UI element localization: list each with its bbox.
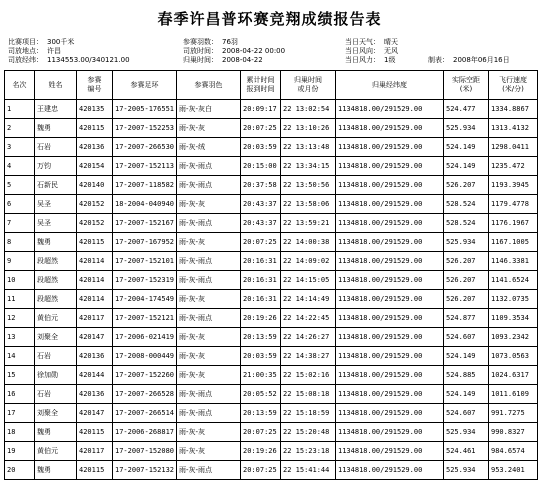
cell-ring: 18-2004-040940 xyxy=(113,195,177,214)
cell-speed: 1298.0411 xyxy=(489,138,538,157)
cell-speed: 1193.3945 xyxy=(489,176,538,195)
cell-rank: 9 xyxy=(5,252,35,271)
cell-id: 420114 xyxy=(77,252,113,271)
cell-id: 420136 xyxy=(77,347,113,366)
cell-rank: 11 xyxy=(5,290,35,309)
cell-rank: 19 xyxy=(5,442,35,461)
info-race-distance: 比赛项目： 300千米 xyxy=(8,38,75,46)
cell-speed: 1141.6524 xyxy=(489,271,538,290)
cell-ring: 17-2007-118582 xyxy=(113,176,177,195)
cell-rank: 17 xyxy=(5,404,35,423)
cell-color: 雨-灰-雨点 xyxy=(177,461,241,480)
cell-color: 雨-灰-雨点 xyxy=(177,309,241,328)
cell-color: 雨-灰-雨点 xyxy=(177,385,241,404)
cell-ring: 17-2007-152253 xyxy=(113,119,177,138)
header-name: 姓名 xyxy=(35,71,77,100)
cell-arrival: 22 13:02:54 xyxy=(281,100,336,119)
cell-elapsed: 20:16:31 xyxy=(241,252,281,271)
cell-ring: 17-2007-152101 xyxy=(113,252,177,271)
table-row xyxy=(5,271,538,290)
cell-coords: 1134818.00/291529.00 xyxy=(336,252,444,271)
info-wind-direction: 当日风向： 无风 xyxy=(345,47,398,55)
cell-id: 420136 xyxy=(77,138,113,157)
cell-elapsed: 20:13:59 xyxy=(241,404,281,423)
cell-distance: 524.149 xyxy=(444,157,489,176)
cell-distance: 525.934 xyxy=(444,233,489,252)
cell-elapsed: 20:16:31 xyxy=(241,271,281,290)
cell-ring: 17-2005-176551 xyxy=(113,100,177,119)
header-color: 参赛羽色 xyxy=(177,71,241,100)
cell-coords: 1134818.00/291529.00 xyxy=(336,119,444,138)
cell-elapsed: 20:03:59 xyxy=(241,347,281,366)
cell-ring: 17-2007-152260 xyxy=(113,366,177,385)
cell-distance: 525.934 xyxy=(444,119,489,138)
cell-ring: 17-2007-266528 xyxy=(113,385,177,404)
cell-name: 段超然 xyxy=(35,252,77,271)
table-row xyxy=(5,290,538,309)
cell-arrival: 22 14:38:27 xyxy=(281,347,336,366)
cell-coords: 1134818.00/291529.00 xyxy=(336,214,444,233)
cell-arrival: 22 13:34:15 xyxy=(281,157,336,176)
cell-id: 420147 xyxy=(77,404,113,423)
cell-id: 420152 xyxy=(77,214,113,233)
cell-coords: 1134818.00/291529.00 xyxy=(336,233,444,252)
info-entries: 参赛羽数： 76羽 xyxy=(183,38,238,46)
table-header-row xyxy=(5,71,538,100)
cell-name: 黄伯元 xyxy=(35,309,77,328)
cell-name: 魏勇 xyxy=(35,119,77,138)
cell-name: 王建忠 xyxy=(35,100,77,119)
cell-speed: 1334.8867 xyxy=(489,100,538,119)
cell-color: 雨-灰-绒 xyxy=(177,138,241,157)
cell-name: 吴圣 xyxy=(35,214,77,233)
cell-elapsed: 20:07:25 xyxy=(241,461,281,480)
cell-speed: 1073.0563 xyxy=(489,347,538,366)
cell-name: 段超然 xyxy=(35,271,77,290)
table-row xyxy=(5,347,538,366)
cell-name: 石岩 xyxy=(35,138,77,157)
cell-speed: 991.7275 xyxy=(489,404,538,423)
info-wind-force: 当日风力： 1级 xyxy=(345,56,396,64)
cell-coords: 1134818.00/291529.00 xyxy=(336,423,444,442)
cell-id: 420114 xyxy=(77,271,113,290)
cell-id: 420135 xyxy=(77,100,113,119)
table-row xyxy=(5,214,538,233)
cell-distance: 524.885 xyxy=(444,366,489,385)
cell-coords: 1134818.00/291529.00 xyxy=(336,271,444,290)
cell-id: 420115 xyxy=(77,461,113,480)
cell-arrival: 22 13:10:26 xyxy=(281,119,336,138)
cell-speed: 1179.4778 xyxy=(489,195,538,214)
table-row xyxy=(5,195,538,214)
info-weather: 当日天气： 晴天 xyxy=(345,38,398,46)
cell-arrival: 22 14:14:49 xyxy=(281,290,336,309)
cell-arrival: 22 13:50:56 xyxy=(281,176,336,195)
cell-rank: 6 xyxy=(5,195,35,214)
cell-name: 魏勇 xyxy=(35,461,77,480)
info-return-time: 归巢时间： 2008-04-22 xyxy=(183,56,263,64)
cell-coords: 1134818.00/291529.00 xyxy=(336,328,444,347)
cell-arrival: 22 15:08:18 xyxy=(281,385,336,404)
table-row xyxy=(5,366,538,385)
cell-color: 雨-灰-雨点 xyxy=(177,214,241,233)
cell-rank: 5 xyxy=(5,176,35,195)
cell-rank: 3 xyxy=(5,138,35,157)
cell-ring: 17-2007-152167 xyxy=(113,214,177,233)
table-row xyxy=(5,119,538,138)
info-release-coords: 司放经纬： 1134553.00/340121.00 xyxy=(8,56,130,64)
cell-rank: 8 xyxy=(5,233,35,252)
cell-id: 420115 xyxy=(77,233,113,252)
info-release-time: 司放时间： 2008-04-22 00:00 xyxy=(183,47,286,55)
cell-id: 420144 xyxy=(77,366,113,385)
cell-arrival: 22 14:00:38 xyxy=(281,233,336,252)
cell-rank: 2 xyxy=(5,119,35,138)
cell-elapsed: 20:03:59 xyxy=(241,138,281,157)
cell-name: 万钧 xyxy=(35,157,77,176)
cell-coords: 1134818.00/291529.00 xyxy=(336,385,444,404)
cell-coords: 1134818.00/291529.00 xyxy=(336,138,444,157)
cell-name: 刘聚全 xyxy=(35,328,77,347)
info-report-date: 制表： 2008年06月16日 xyxy=(428,56,510,64)
table-row xyxy=(5,252,538,271)
cell-elapsed: 20:07:25 xyxy=(241,233,281,252)
cell-rank: 15 xyxy=(5,366,35,385)
cell-color: 雨-灰-雨点 xyxy=(177,157,241,176)
cell-coords: 1134818.00/291529.00 xyxy=(336,404,444,423)
cell-id: 420114 xyxy=(77,290,113,309)
cell-distance: 524.461 xyxy=(444,442,489,461)
cell-arrival: 22 14:26:27 xyxy=(281,328,336,347)
cell-distance: 524.607 xyxy=(444,404,489,423)
results-table xyxy=(4,70,538,480)
cell-id: 420117 xyxy=(77,442,113,461)
cell-rank: 18 xyxy=(5,423,35,442)
cell-ring: 17-2007-152132 xyxy=(113,461,177,480)
cell-color: 雨-灰-雨点 xyxy=(177,252,241,271)
header-rank: 名次 xyxy=(5,71,35,100)
cell-coords: 1134818.00/291529.00 xyxy=(336,100,444,119)
cell-id: 420152 xyxy=(77,195,113,214)
cell-ring: 17-2006-021419 xyxy=(113,328,177,347)
cell-speed: 1146.3381 xyxy=(489,252,538,271)
table-row xyxy=(5,328,538,347)
cell-distance: 526.207 xyxy=(444,252,489,271)
cell-id: 420140 xyxy=(77,176,113,195)
cell-elapsed: 20:07:25 xyxy=(241,119,281,138)
cell-name: 石新民 xyxy=(35,176,77,195)
cell-color: 雨-灰-雨点 xyxy=(177,404,241,423)
cell-coords: 1134818.00/291529.00 xyxy=(336,366,444,385)
cell-ring: 17-2007-266530 xyxy=(113,138,177,157)
cell-color: 雨-灰-灰 xyxy=(177,119,241,138)
cell-arrival: 22 15:02:16 xyxy=(281,366,336,385)
results-body xyxy=(5,100,538,480)
cell-elapsed: 20:43:37 xyxy=(241,214,281,233)
cell-coords: 1134818.00/291529.00 xyxy=(336,157,444,176)
table-row xyxy=(5,100,538,119)
header-distance: 实际空距 (米) xyxy=(444,71,489,100)
cell-id: 420115 xyxy=(77,119,113,138)
cell-speed: 1132.0735 xyxy=(489,290,538,309)
cell-speed: 1093.2342 xyxy=(489,328,538,347)
cell-ring: 17-2007-167952 xyxy=(113,233,177,252)
cell-id: 420115 xyxy=(77,423,113,442)
cell-distance: 526.207 xyxy=(444,176,489,195)
cell-color: 雨-灰-灰 xyxy=(177,347,241,366)
cell-coords: 1134818.00/291529.00 xyxy=(336,195,444,214)
cell-ring: 17-2008-000449 xyxy=(113,347,177,366)
cell-name: 魏勇 xyxy=(35,233,77,252)
table-row xyxy=(5,442,538,461)
cell-id: 420147 xyxy=(77,328,113,347)
cell-distance: 525.934 xyxy=(444,423,489,442)
cell-rank: 10 xyxy=(5,271,35,290)
cell-color: 雨-灰-灰 xyxy=(177,366,241,385)
cell-arrival: 22 13:58:06 xyxy=(281,195,336,214)
report-title: 春季许昌普环赛竞翔成绩报告表 xyxy=(157,10,382,28)
table-row xyxy=(5,461,538,480)
cell-color: 雨-灰-灰 xyxy=(177,195,241,214)
cell-distance: 528.524 xyxy=(444,214,489,233)
cell-name: 吴圣 xyxy=(35,195,77,214)
cell-name: 徐加勋 xyxy=(35,366,77,385)
table-row xyxy=(5,157,538,176)
table-row xyxy=(5,138,538,157)
cell-elapsed: 20:15:00 xyxy=(241,157,281,176)
cell-arrival: 22 14:09:02 xyxy=(281,252,336,271)
table-row xyxy=(5,309,538,328)
cell-distance: 524.877 xyxy=(444,309,489,328)
cell-coords: 1134818.00/291529.00 xyxy=(336,309,444,328)
cell-arrival: 22 15:41:44 xyxy=(281,461,336,480)
cell-name: 魏勇 xyxy=(35,423,77,442)
cell-ring: 17-2007-152113 xyxy=(113,157,177,176)
cell-elapsed: 20:19:26 xyxy=(241,442,281,461)
cell-arrival: 22 15:20:48 xyxy=(281,423,336,442)
cell-rank: 12 xyxy=(5,309,35,328)
cell-distance: 524.477 xyxy=(444,100,489,119)
cell-elapsed: 20:43:37 xyxy=(241,195,281,214)
cell-elapsed: 20:16:31 xyxy=(241,290,281,309)
cell-ring: 17-2007-152080 xyxy=(113,442,177,461)
cell-color: 雨-灰-雨点 xyxy=(177,176,241,195)
cell-id: 420136 xyxy=(77,385,113,404)
table-row xyxy=(5,176,538,195)
cell-name: 刘聚全 xyxy=(35,404,77,423)
cell-distance: 524.149 xyxy=(444,347,489,366)
cell-speed: 1011.6109 xyxy=(489,385,538,404)
cell-rank: 20 xyxy=(5,461,35,480)
cell-arrival: 22 14:15:05 xyxy=(281,271,336,290)
cell-arrival: 22 14:22:45 xyxy=(281,309,336,328)
cell-color: 雨-灰-灰 xyxy=(177,290,241,309)
cell-elapsed: 20:05:52 xyxy=(241,385,281,404)
cell-distance: 524.149 xyxy=(444,138,489,157)
cell-color: 雨-灰-雨点 xyxy=(177,271,241,290)
cell-rank: 13 xyxy=(5,328,35,347)
cell-coords: 1134818.00/291529.00 xyxy=(336,347,444,366)
cell-name: 石岩 xyxy=(35,347,77,366)
cell-distance: 526.207 xyxy=(444,271,489,290)
cell-distance: 525.934 xyxy=(444,461,489,480)
cell-ring: 17-2004-174549 xyxy=(113,290,177,309)
cell-name: 段超然 xyxy=(35,290,77,309)
cell-arrival: 22 13:13:48 xyxy=(281,138,336,157)
cell-name: 黄伯元 xyxy=(35,442,77,461)
cell-color: 雨-灰-灰 xyxy=(177,423,241,442)
table-row xyxy=(5,404,538,423)
cell-rank: 4 xyxy=(5,157,35,176)
cell-color: 雨-灰-灰 xyxy=(177,328,241,347)
header-arrival: 归巢时间 或月份 xyxy=(281,71,336,100)
cell-speed: 1313.4132 xyxy=(489,119,538,138)
cell-ring: 17-2007-266514 xyxy=(113,404,177,423)
header-speed: 飞行速度 (米/分) xyxy=(489,71,538,100)
cell-id: 420154 xyxy=(77,157,113,176)
cell-distance: 528.524 xyxy=(444,195,489,214)
cell-speed: 990.8327 xyxy=(489,423,538,442)
cell-arrival: 22 15:18:59 xyxy=(281,404,336,423)
header-ring: 参赛足环 xyxy=(113,71,177,100)
cell-speed: 1176.1967 xyxy=(489,214,538,233)
cell-distance: 526.207 xyxy=(444,290,489,309)
cell-color: 雨-灰-灰 xyxy=(177,442,241,461)
cell-speed: 1109.3534 xyxy=(489,309,538,328)
cell-coords: 1134818.00/291529.00 xyxy=(336,176,444,195)
cell-elapsed: 20:07:25 xyxy=(241,423,281,442)
cell-rank: 7 xyxy=(5,214,35,233)
cell-rank: 14 xyxy=(5,347,35,366)
cell-coords: 1134818.00/291529.00 xyxy=(336,442,444,461)
cell-speed: 984.6574 xyxy=(489,442,538,461)
cell-speed: 1235.472 xyxy=(489,157,538,176)
cell-speed: 1024.6317 xyxy=(489,366,538,385)
cell-ring: 17-2007-152319 xyxy=(113,271,177,290)
header-id: 参赛 编号 xyxy=(77,71,113,100)
cell-speed: 953.2401 xyxy=(489,461,538,480)
cell-ring: 17-2006-268817 xyxy=(113,423,177,442)
cell-speed: 1167.1005 xyxy=(489,233,538,252)
cell-elapsed: 20:13:59 xyxy=(241,328,281,347)
cell-coords: 1134818.00/291529.00 xyxy=(336,290,444,309)
cell-elapsed: 20:19:26 xyxy=(241,309,281,328)
cell-distance: 524.607 xyxy=(444,328,489,347)
cell-elapsed: 21:00:35 xyxy=(241,366,281,385)
cell-rank: 16 xyxy=(5,385,35,404)
cell-color: 雨-灰-灰白 xyxy=(177,100,241,119)
table-row xyxy=(5,385,538,404)
cell-name: 石岩 xyxy=(35,385,77,404)
cell-id: 420117 xyxy=(77,309,113,328)
cell-elapsed: 20:37:58 xyxy=(241,176,281,195)
cell-distance: 524.149 xyxy=(444,385,489,404)
cell-color: 雨-灰-灰 xyxy=(177,233,241,252)
cell-elapsed: 20:09:17 xyxy=(241,100,281,119)
header-coords: 归巢经纬度 xyxy=(336,71,444,100)
info-release-place: 司放地点： 许昌 xyxy=(8,47,61,55)
table-row xyxy=(5,423,538,442)
header-elapsed: 累计时间 报到时间 xyxy=(241,71,281,100)
cell-rank: 1 xyxy=(5,100,35,119)
cell-arrival: 22 13:59:21 xyxy=(281,214,336,233)
cell-ring: 17-2007-152121 xyxy=(113,309,177,328)
table-row xyxy=(5,233,538,252)
cell-coords: 1134818.00/291529.00 xyxy=(336,461,444,480)
cell-arrival: 22 15:23:18 xyxy=(281,442,336,461)
